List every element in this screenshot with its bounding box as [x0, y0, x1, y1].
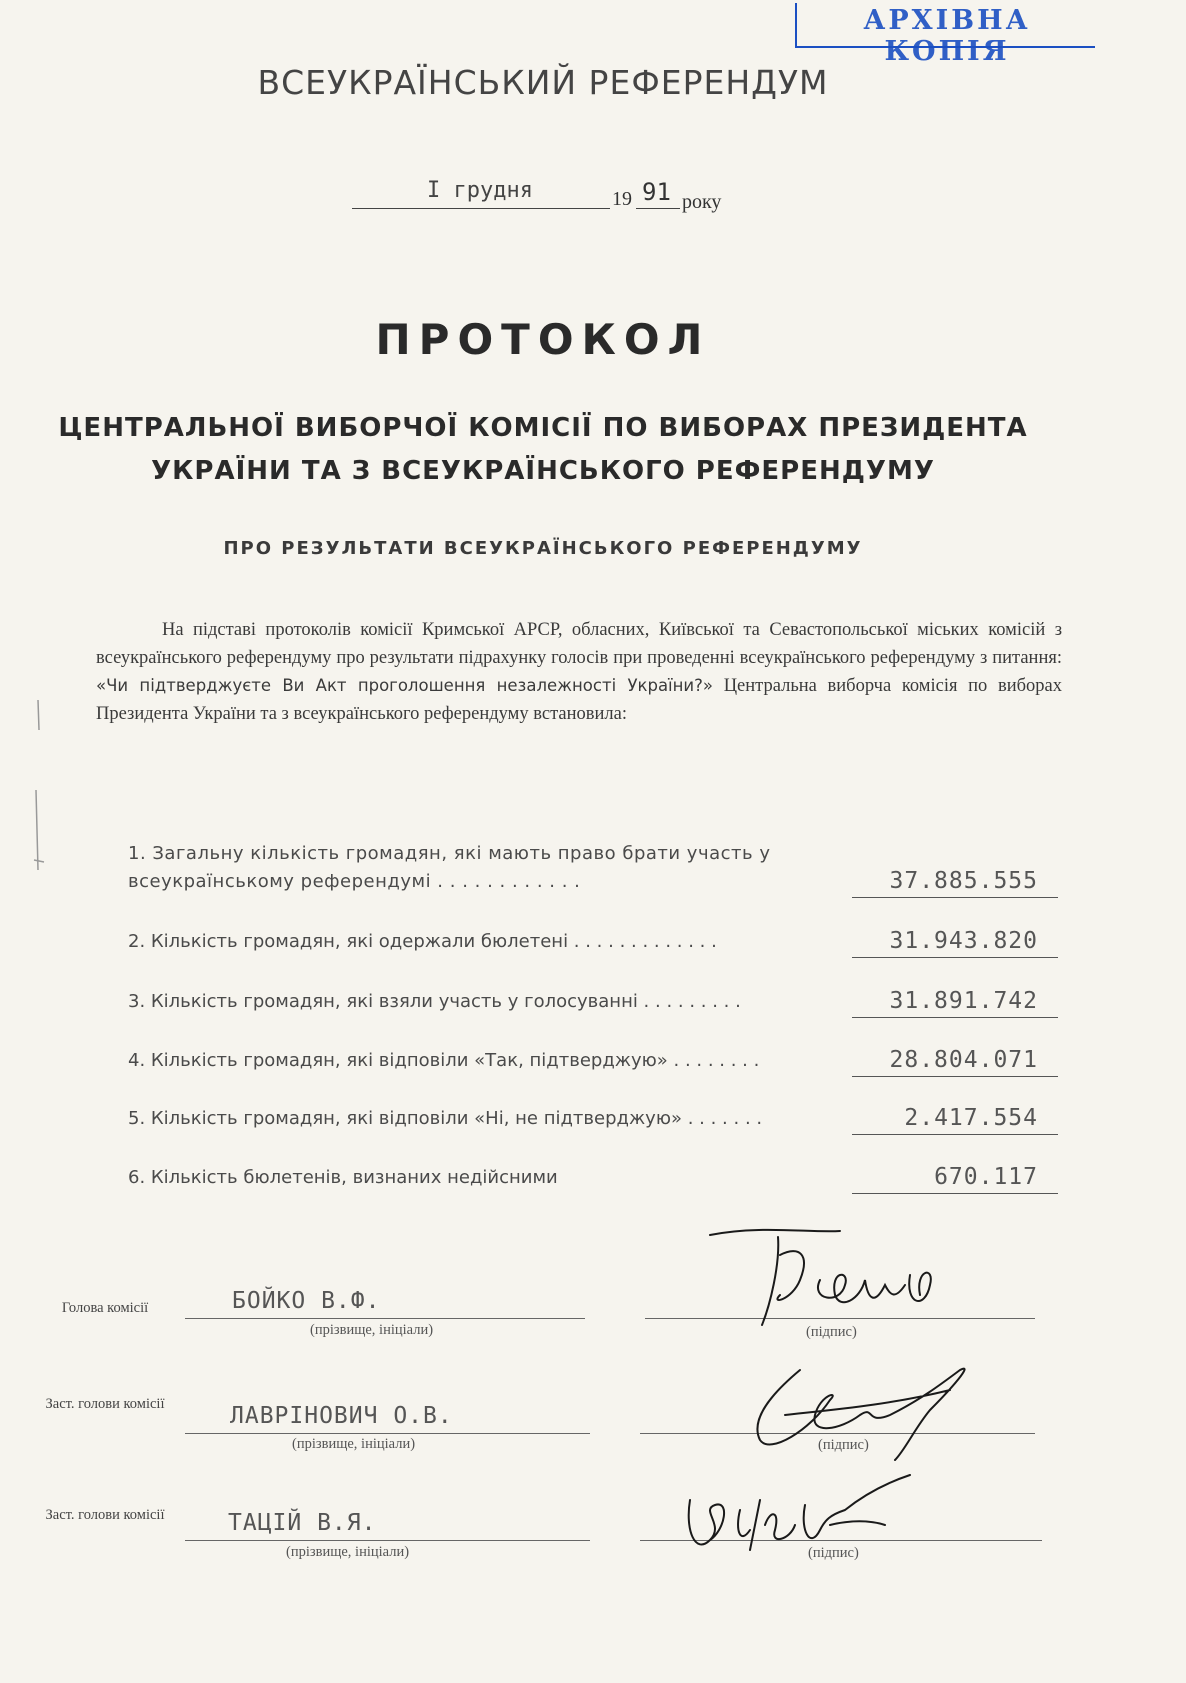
intro-text-part2: Центральна виборча комісія по виборах Президента України та з всеукраїнського референдуму встановила: — [96, 676, 1062, 724]
result-item-label: 1. Загальну кількість громадян, які мають право брати участь у всеукраїнському референдумі . . . . . . . . . . . . — [128, 843, 771, 892]
signer-role: Заст. голови комісії — [45, 1396, 165, 1412]
value-underline — [852, 1193, 1058, 1194]
date-word: року — [682, 191, 722, 213]
result-item-3 — [128, 958, 1058, 1018]
margin-marks — [30, 690, 60, 940]
commission-title-line1: ЦЕНТРАЛЬНОЇ ВИБОРЧОЇ КОМІСІЇ ПО ВИБОРАХ ПРЕЗИДЕНТА — [58, 413, 1028, 443]
signature-caption: (підпис) — [818, 1437, 869, 1453]
result-item-label: 6. Кількість бюлетенів, визнаних недійсними — [128, 1167, 558, 1188]
intro-paragraph — [96, 617, 1062, 728]
signature-row-deputy-1 — [0, 1375, 1186, 1495]
name-underline — [185, 1540, 590, 1541]
result-item-2 — [128, 898, 1058, 958]
result-item-label: 3. Кількість громадян, які взяли участь у голосуванні . . . . . . . . . — [128, 991, 741, 1012]
signer-name: ЛАВРІНОВИЧ О.В. — [230, 1403, 453, 1429]
result-item-4 — [128, 1017, 1058, 1077]
signature-caption: (підпис) — [806, 1324, 857, 1340]
result-item-value: 670.117 — [934, 1164, 1038, 1190]
result-item-6 — [128, 1134, 1058, 1194]
deputy-signature-2 — [670, 1470, 930, 1560]
commission-title-line2: УКРАЇНИ ТА З ВСЕУКРАЇНСЬКОГО РЕФЕРЕНДУМУ — [151, 456, 935, 486]
date-line — [352, 178, 752, 218]
signer-name: ТАЦІЙ В.Я. — [228, 1510, 377, 1536]
signature-row-chairman — [0, 1240, 1186, 1360]
referendum-question: «Чи підтверджуєте Ви Акт проголошення незалежності України?» — [96, 676, 714, 695]
result-item-5 — [128, 1075, 1058, 1135]
signature-caption: (підпис) — [808, 1545, 859, 1561]
date-century: 19 — [612, 188, 632, 210]
date-day: I грудня — [427, 178, 533, 203]
result-item-1 — [128, 836, 1058, 898]
name-caption: (прізвище, ініціали) — [292, 1436, 416, 1452]
date-underline — [352, 208, 610, 209]
signer-role: Заст. голови комісії — [45, 1507, 165, 1523]
signer-role: Голова комісії — [61, 1300, 149, 1316]
deputy-signature-1 — [690, 1350, 1010, 1470]
protocol-title: ПРОТОКОЛ — [375, 315, 711, 364]
name-caption: (прізвище, ініціали) — [286, 1544, 410, 1560]
date-year: 91 — [642, 178, 671, 206]
result-item-label: 2. Кількість громадян, які одержали бюлетені . . . . . . . . . . . . . — [128, 931, 717, 952]
stamp-text: АРХІВНА КОПІЯ — [863, 5, 1031, 67]
chairman-signature — [700, 1225, 980, 1335]
result-item-value: 31.891.742 — [889, 988, 1038, 1014]
result-item-value: 28.804.071 — [889, 1047, 1038, 1073]
signer-name: БОЙКО В.Ф. — [232, 1288, 381, 1314]
referendum-heading: ВСЕУКРАЇНСЬКИЙ РЕФЕРЕНДУМ — [257, 63, 829, 102]
year-underline — [636, 208, 680, 209]
result-item-value: 2.417.554 — [904, 1105, 1038, 1131]
name-underline — [185, 1433, 590, 1434]
result-item-value: 37.885.555 — [889, 868, 1038, 894]
signature-row-deputy-2 — [0, 1490, 1186, 1610]
result-item-label: 4. Кількість громадян, які відповіли «Так, підтверджую» . . . . . . . . — [128, 1050, 760, 1071]
archive-copy-stamp — [795, 3, 1095, 67]
protocol-subtitle: ПРО РЕЗУЛЬТАТИ ВСЕУКРАЇНСЬКОГО РЕФЕРЕНДУМУ — [223, 538, 863, 559]
name-underline — [185, 1318, 585, 1319]
result-item-label: 5. Кількість громадян, які відповіли «Ні, не підтверджую» . . . . . . . — [128, 1108, 763, 1129]
result-item-value: 31.943.820 — [889, 928, 1038, 954]
intro-text-part1: На підставі протоколів комісії Кримської АРСР, обласних, Київської та Севастопольської міських комісій з всеукраїнського референдуму про результати підрахунку голосів при проведенні всеукраїнського референдуму з питання: — [96, 620, 1063, 668]
name-caption: (прізвище, ініціали) — [310, 1322, 434, 1338]
